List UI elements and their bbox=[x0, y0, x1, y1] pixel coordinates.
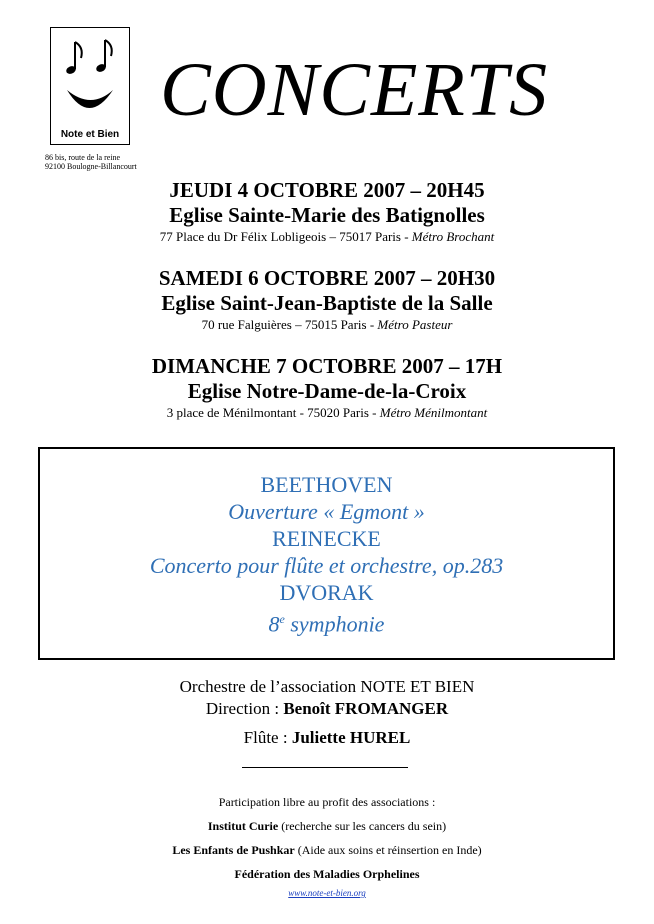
work-title: Concerto pour flûte et orchestre, op.283 bbox=[149, 553, 504, 578]
event-venue: Eglise Notre-Dame-de-la-Croix bbox=[187, 379, 467, 403]
flute-line bbox=[0, 727, 654, 749]
event-metro: Métro Pasteur bbox=[377, 317, 453, 332]
event-metro: Métro Brochant bbox=[411, 229, 495, 244]
conductor-name: Benoît FROMANGER bbox=[283, 699, 449, 718]
logo-name: Note et Bien bbox=[60, 129, 120, 140]
work-number: 8 bbox=[268, 611, 280, 637]
associations bbox=[0, 790, 654, 900]
association-desc: (recherche sur les cancers du sein) bbox=[278, 819, 447, 833]
event-address bbox=[0, 404, 654, 422]
event-address bbox=[0, 228, 654, 246]
event-venue: Eglise Sainte-Marie des Batignolles bbox=[169, 203, 485, 227]
association-1 bbox=[0, 814, 654, 838]
event-1 bbox=[0, 178, 654, 246]
association-name: Les Enfants de Pushkar bbox=[172, 843, 295, 857]
direction-line bbox=[0, 698, 654, 720]
associations-intro: Participation libre au profit des associations : bbox=[218, 795, 436, 809]
work-title bbox=[40, 606, 613, 637]
association-name: Fédération des Maladies Orphelines bbox=[234, 867, 420, 881]
event-date: JEUDI 4 OCTOBRE 2007 – 20H45 bbox=[169, 178, 485, 202]
flute-label: Flûte : bbox=[243, 728, 292, 747]
address-line-2: 92100 Boulogne-Billancourt bbox=[45, 162, 137, 171]
event-street: 3 place de Ménilmontant - 75020 Paris - bbox=[166, 405, 380, 420]
work-ordinal: e bbox=[279, 612, 285, 626]
orchestra-line: Orchestre de l’association NOTE ET BIEN bbox=[179, 677, 475, 696]
composer-name: DVORAK bbox=[279, 580, 374, 605]
composer-name: BEETHOVEN bbox=[260, 472, 393, 497]
divider bbox=[242, 767, 408, 768]
event-street: 70 rue Falguières – 75015 Paris - bbox=[201, 317, 378, 332]
page-title: CONCERTS bbox=[160, 48, 549, 132]
website-link[interactable]: www.note-et-bien.org bbox=[288, 888, 366, 898]
association-name: Institut Curie bbox=[207, 819, 279, 833]
program-box bbox=[38, 447, 615, 660]
event-venue: Eglise Saint-Jean-Baptiste de la Salle bbox=[161, 291, 493, 315]
association-address bbox=[45, 153, 137, 171]
association-desc: (Aide aux soins et réinsertion en Inde) bbox=[294, 843, 482, 857]
association-3 bbox=[0, 862, 654, 886]
event-date: SAMEDI 6 OCTOBRE 2007 – 20H30 bbox=[158, 266, 496, 290]
event-2 bbox=[0, 266, 654, 334]
direction-label: Direction : bbox=[205, 699, 284, 718]
note-et-bien-logo bbox=[50, 27, 130, 145]
event-date: DIMANCHE 7 OCTOBRE 2007 – 17H bbox=[151, 354, 503, 378]
music-notes-smile-icon bbox=[51, 28, 131, 128]
event-street: 77 Place du Dr Félix Lobligeois – 75017 Paris - bbox=[159, 229, 412, 244]
composer-name: REINECKE bbox=[272, 526, 381, 551]
event-metro: Métro Ménilmontant bbox=[379, 405, 488, 420]
event-3 bbox=[0, 354, 654, 422]
event-address bbox=[0, 316, 654, 334]
address-line-1: 86 bis, route de la reine bbox=[45, 153, 121, 162]
credits bbox=[0, 676, 654, 749]
soloist-name: Juliette HUREL bbox=[291, 728, 411, 747]
association-2 bbox=[0, 838, 654, 862]
work-name: symphonie bbox=[284, 611, 385, 637]
work-title: Ouverture « Egmont » bbox=[228, 499, 425, 524]
